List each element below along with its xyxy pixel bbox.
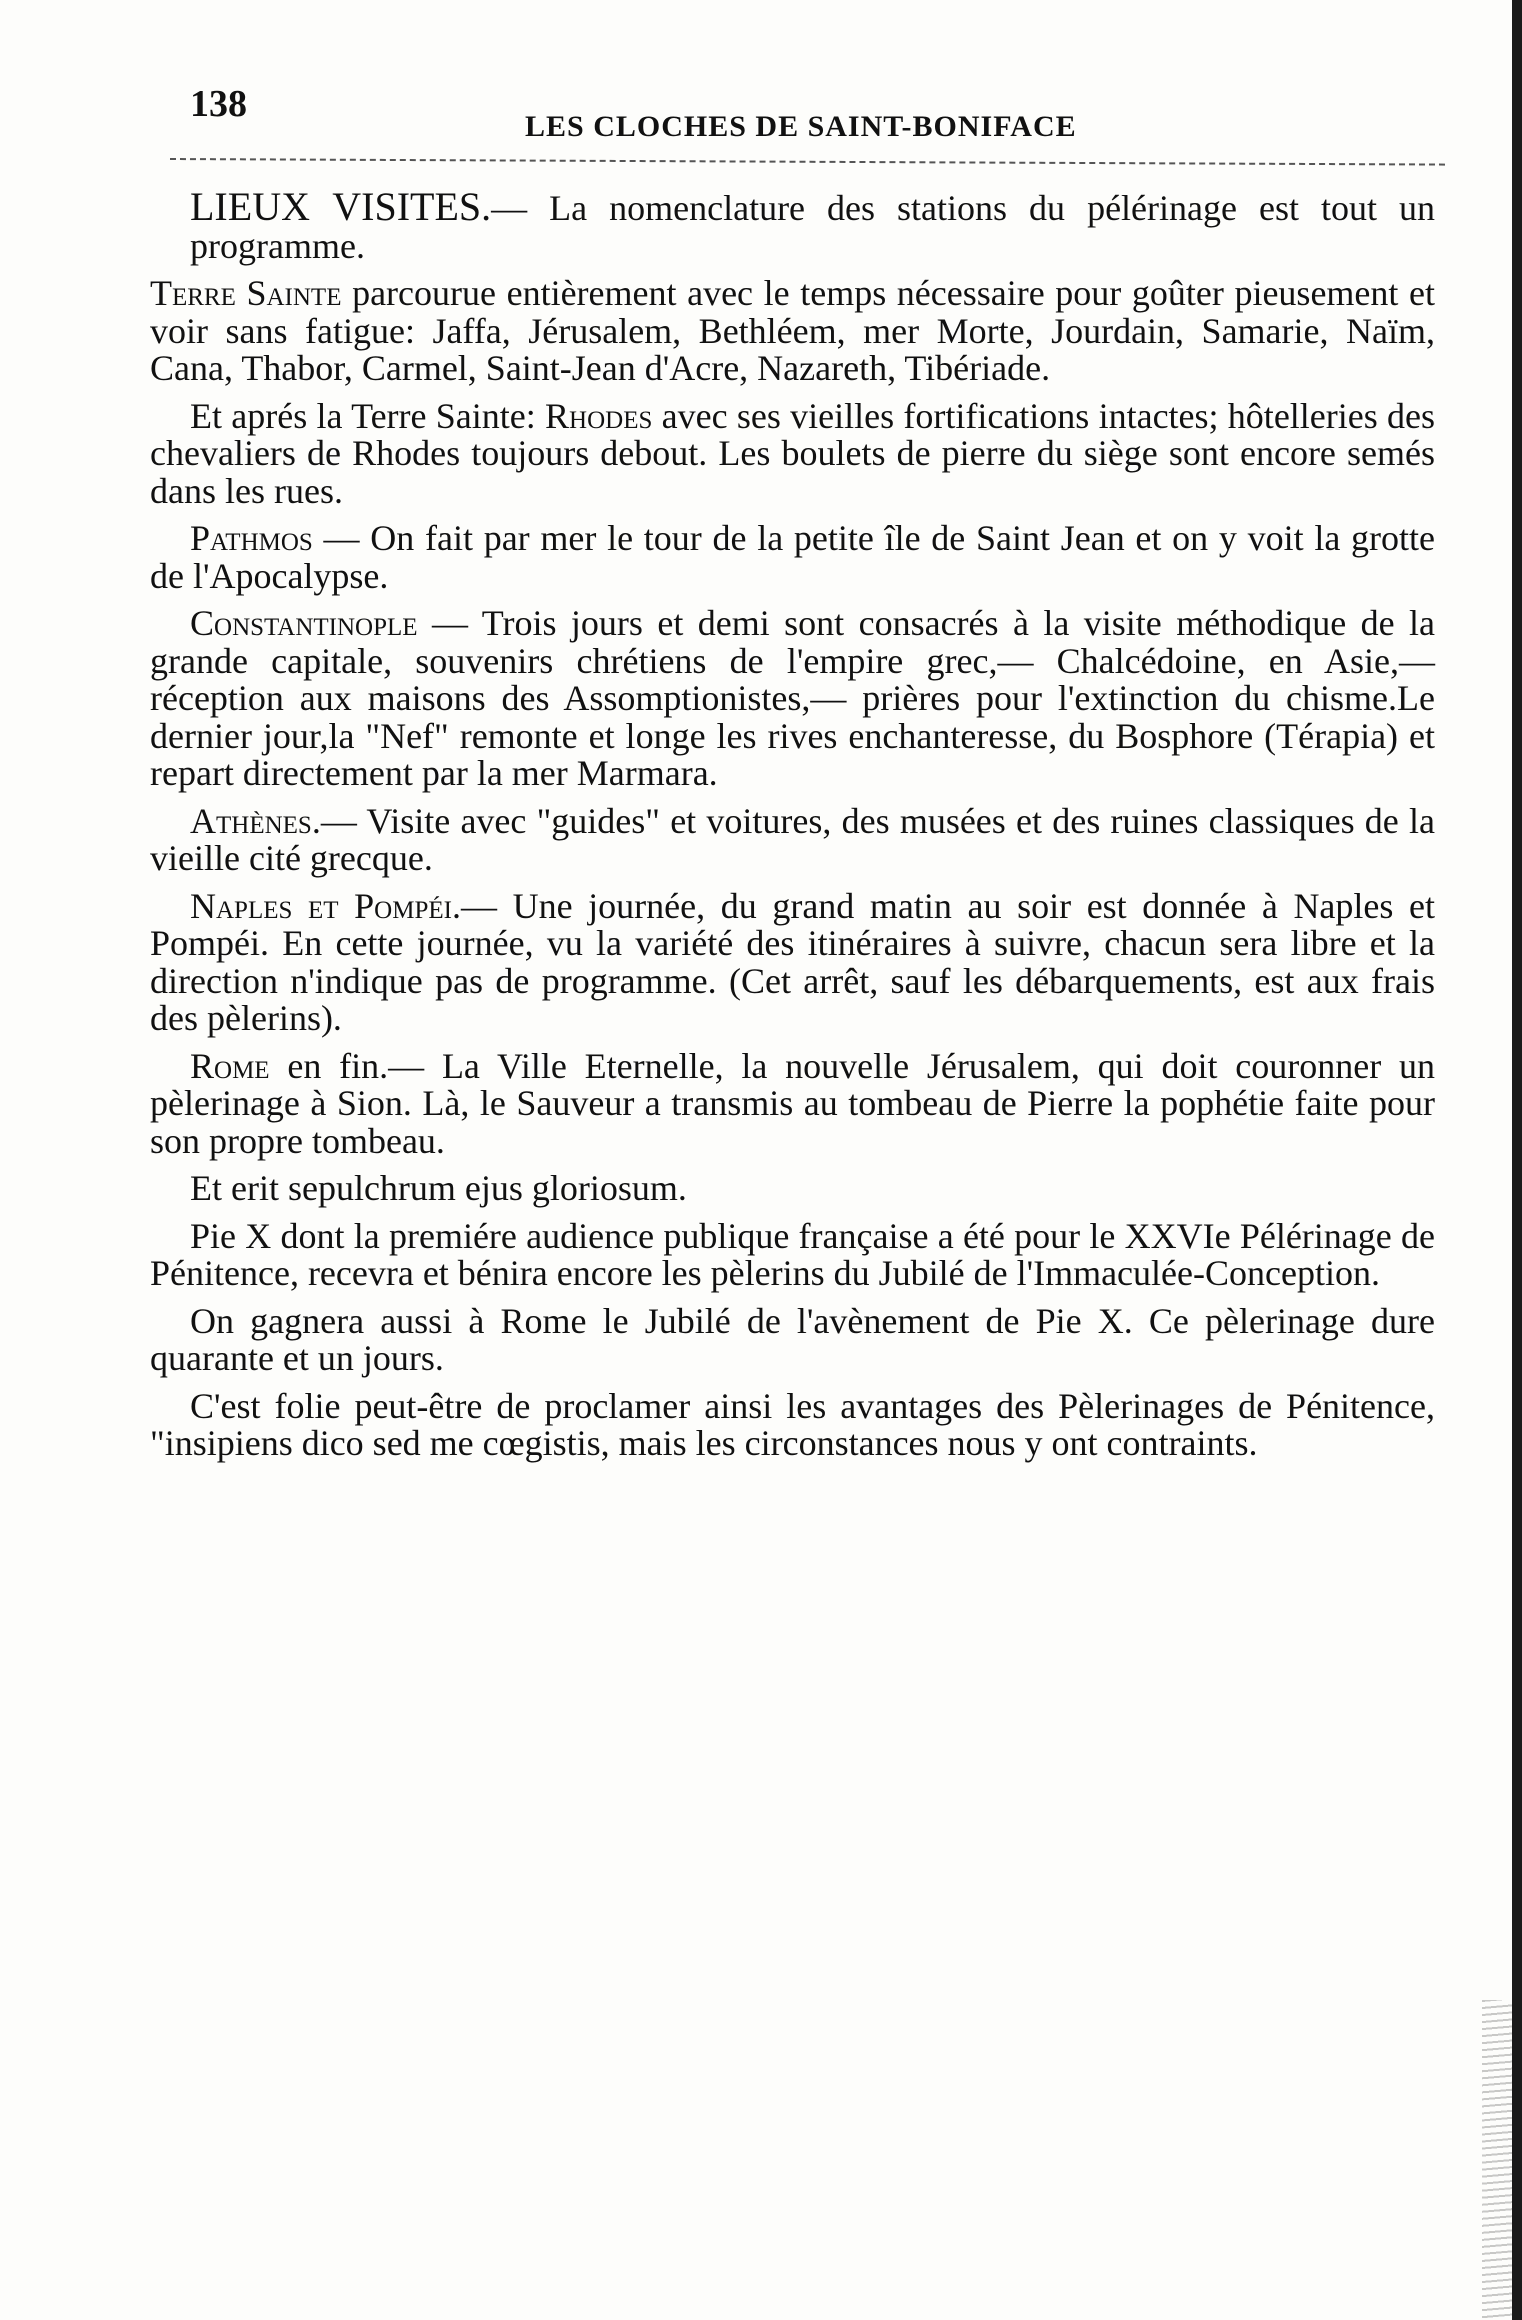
- paragraph-text: en fin.— La Ville Eternelle, la nouvelle Jérusalem, qui doit couronner un pèlerinage à Sion. Là, le Sauveur a transmis au tombeau de Pierre la pophétie faite pour son propre tombeau.: [150, 1045, 1435, 1161]
- paragraph-lead: LIEUX VISITES.: [190, 184, 492, 229]
- paragraph-text: C'est folie peut-être de proclamer ainsi les avantages des Pèlerinages de Pénitence, "insipiens dico sed me cœgistis, mais les circonstances nous y ont contraints.: [150, 1385, 1435, 1463]
- paragraph-athenes: [150, 800, 1435, 878]
- paragraph-text: — Une journée, du grand matin au soir est donnée à Naples et Pompéi. En cette journée, vu la variété des itinéraires à suivre, chacun sera libre et la direction n'indique pas de programme. (Cet arrêt, sauf les débarquements, est aux frais des pèlerins).: [150, 885, 1435, 1038]
- paragraph-text: — On fait par mer le tour de la petite île de Saint Jean et on y voit la grotte de l'Apocalypse.: [150, 518, 1435, 596]
- paragraph-text: — La nomenclature des stations du pélérinage est tout un programme.: [190, 188, 1435, 266]
- paragraph-text: Et erit sepulchrum ejus gloriosum.: [190, 1168, 687, 1208]
- paragraph-lead: Rhodes: [545, 395, 653, 436]
- paragraph-lead: Naples et Pompéi.: [190, 885, 461, 926]
- paragraph-rhodes: [150, 395, 1436, 511]
- paragraph-lieux-visites: [150, 184, 1435, 266]
- paragraph-lead: Pathmos: [190, 518, 313, 558]
- paragraph-lead: Rome: [190, 1045, 270, 1086]
- paragraph-text: avec ses vieilles fortifications intactes; hôtelleries des chevaliers de Rhodes toujours debout. Les boulets de pierre du siège sont encore semés dans les rues.: [150, 395, 1436, 511]
- paragraph-pathmos: [150, 520, 1435, 595]
- paragraph-lead: Athènes.: [190, 800, 321, 841]
- page-header: [190, 82, 1440, 152]
- paragraph-conclusion: [150, 1385, 1435, 1463]
- page-gutter-shadow: [1512, 0, 1522, 2320]
- body-text: [150, 184, 1436, 1473]
- page-number: 138: [190, 83, 247, 125]
- paragraph-rome: [150, 1045, 1435, 1161]
- paragraph-pre: Et aprés la Terre Sainte:: [190, 395, 546, 436]
- paragraph-text: Pie X dont la premiére audience publique française a été pour le XXVIe Pélérinage de Pénitence, recevra et bénira encore les pèlerins du Jubilé de l'Immaculée-Conception.: [150, 1215, 1435, 1293]
- paragraph-lead: Constantinople: [190, 603, 418, 643]
- paragraph-terre-sainte: [150, 275, 1435, 388]
- paragraph-constantinople: [150, 605, 1435, 793]
- running-title: LES CLOCHES DE SAINT-BONIFACE: [525, 110, 1077, 143]
- paragraph-latin-quote: [150, 1170, 1435, 1208]
- paragraph-naples-pompei: [150, 885, 1435, 1038]
- paragraph-text: — Trois jours et demi sont consacrés à la visite méthodique de la grande capitale, souvenirs chrétiens de l'empire grec,— Chalcédoine, en Asie,— réception aux maisons des Assomptionistes,— prières pour l'extinction du chisme.Le dernier jour,la "Nef" remonte et longe les rives enchanteresse, du Bosphore (Térapia) et repart directement par la mer Marmara.: [150, 603, 1435, 793]
- paragraph-lead: Terre Sainte: [150, 273, 342, 313]
- paragraph-text: On gagnera aussi à Rome le Jubilé de l'avènement de Pie X. Ce pèlerinage dure quarante et un jours.: [150, 1300, 1435, 1378]
- paragraph-text: parcourue entièrement avec le temps nécessaire pour goûter pieusement et voir sans fatigue: Jaffa, Jérusalem, Bethléem, mer Morte, Jourdain, Samarie, Naïm, Cana, Thabor, Carmel, Saint-Jean d'Acre, Nazareth, Tibériade.: [150, 273, 1435, 388]
- header-rule: [170, 158, 1445, 166]
- paragraph-jubile: [150, 1300, 1435, 1378]
- paragraph-text: — Visite avec "guides" et voitures, des musées et des ruines classiques de la vieille cité grecque.: [150, 800, 1435, 878]
- paragraph-pie-x-audience: [150, 1215, 1435, 1293]
- gutter-texture: [1482, 2000, 1512, 2320]
